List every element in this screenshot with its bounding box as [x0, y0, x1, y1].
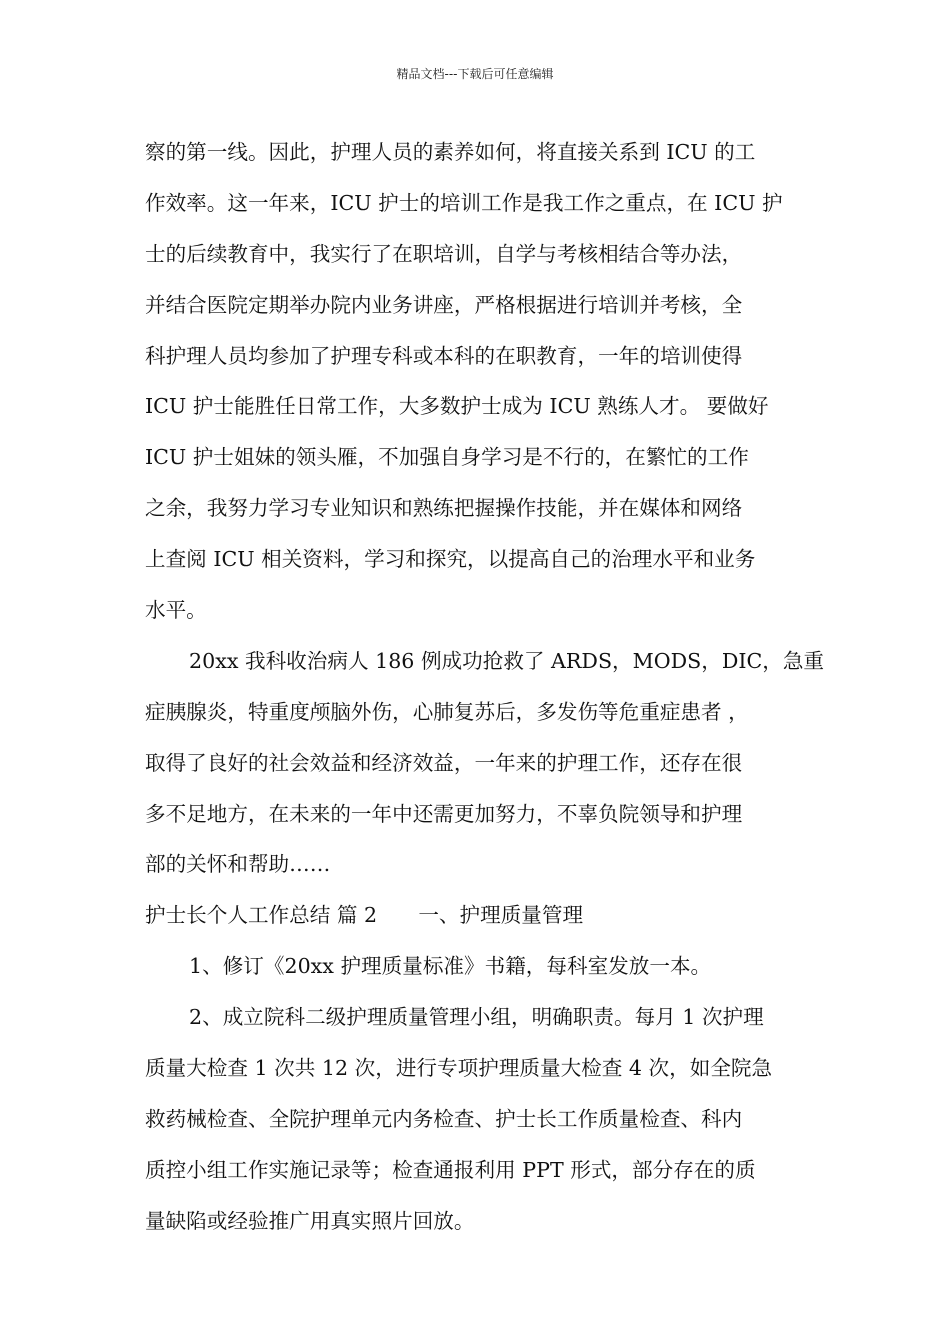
text-line: 之余，我努力学习专业知识和熟练把握操作技能，并在媒体和网络 [145, 496, 743, 521]
text-line: 2、成立院科二级护理质量管理小组，明确职责。每月 1 次护理 [189, 1005, 764, 1030]
text-line: 多不足地方，在未来的一年中还需更加努力，不辜负院领导和护理 [145, 801, 743, 826]
text-line: ICU 护士姐妹的领头雁，不加强自身学习是不行的，在繁忙的工作 [145, 445, 749, 470]
text-line: 士的后续教育中，我实行了在职培训，自学与考核相结合等办法， [145, 241, 743, 266]
section-heading: 护士长个人工作总结 篇 2 一、护理质量管理 [145, 903, 584, 928]
text-line: 质控小组工作实施记录等；检查通报利用 PPT 形式，部分存在的质 [145, 1157, 756, 1182]
list-item-1: 1、修订《20xx 护理质量标准》书籍，每科室发放一本。 [189, 954, 712, 979]
text-line: 救药械检查、全院护理单元内务检查、护士长工作质量检查、科内 [145, 1106, 743, 1131]
paragraph-patient-statistics [145, 636, 825, 890]
text-line: 20xx 我科收治病人 186 例成功抢救了 ARDS，MODS，DIC，急重 [189, 648, 825, 673]
paragraph-icu-training [145, 127, 817, 636]
document-body [145, 127, 825, 1247]
text-line: 作效率。这一年来，ICU 护士的培训工作是我工作之重点，在 ICU 护 [145, 190, 783, 215]
text-line: 取得了良好的社会效益和经济效益，一年来的护理工作，还存在很 [145, 750, 743, 775]
page-header: 精品文档---下载后可任意编辑 [396, 67, 554, 81]
list-item-2 [145, 992, 817, 1246]
text-line: ICU 护士能胜任日常工作，大多数护士成为 ICU 熟练人才。 要做好 [145, 394, 769, 419]
text-line: 质量大检查 1 次共 12 次，进行专项护理质量大检查 4 次，如全院急 [145, 1056, 773, 1081]
text-line: 部的关怀和帮助…… [145, 852, 331, 877]
text-line: 并结合医院定期举办院内业务讲座，严格根据进行培训并考核，全 [145, 292, 743, 317]
text-line: 量缺陷或经验推广用真实照片回放。 [145, 1208, 475, 1233]
text-line: 察的第一线。因此，护理人员的素养如何，将直接关系到 ICU 的工 [145, 140, 756, 164]
text-line: 科护理人员均参加了护理专科或本科的在职教育，一年的培训使得 [145, 343, 743, 368]
text-line: 症胰腺炎，特重度颅脑外伤，心肺复苏后，多发伤等危重症患者 ， [145, 699, 749, 724]
text-line: 水平。 [145, 598, 207, 623]
text-line: 上查阅 ICU 相关资料，学习和探究，以提高自己的治理水平和业务 [145, 547, 756, 572]
